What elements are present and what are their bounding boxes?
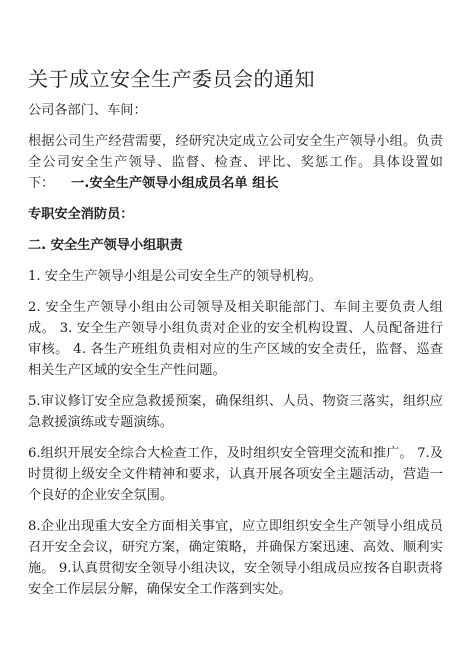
intro-paragraph [28,131,443,194]
duty-item-1: 1. 安全生产领导小组是公司安全生产的领导机构。 [28,269,322,284]
salutation: 公司各部门、车间： [28,103,147,118]
section-one-heading: 一.安全生产领导小组成员名单 组长 [71,176,279,191]
intro-text: 根据公司生产经营需要，经研究决定成立公司安全生产领导小组。负责全公司安全生产领导、监督、检查、评比、奖惩工作。具体设置如下： [28,134,443,191]
duty-item-2-4: 2. 安全生产领导小组由公司领导及相关职能部门、车间主要负责人组成。 3. 安全生产领导小组负责对企业的安全机构设置、人员配备进行审核。 4. 各生产班组负责相对应的生产区域的安全责任，监督、巡查相关生产区域的安全生产性问题。 [28,300,443,378]
notice-document [28,66,443,610]
document-title: 关于成立安全生产委员会的通知 [28,67,315,91]
duty-item-6-7: 6.组织开展安全综合大检查工作，及时组织安全管理交流和推广。 7.及时贯彻上级安全文件精神和要求，认真开展各项安全主题活动，营造一个良好的企业安全氛围。 [28,446,443,503]
safety-officer-label: 专职安全消防员： [28,207,134,222]
section-two-heading: 二. 安全生产领导小组职责 [28,238,183,253]
duty-item-5: 5.审议修订安全应急救援预案，确保组织、人员、物资三落实，组织应急救援演练或专题演练。 [28,394,443,430]
duty-item-8-9: 8.企业出现重大安全方面相关事宜，应立即组织安全生产领导小组成员召开安全会议，研究方案，确定策略，并确保方案迅速、高效、顺利实施。 9.认真贯彻安全领导小组决议，安全领导小组成员应按各自职责将安全工作层层分解，确保安全工作落到实处。 [28,519,443,597]
